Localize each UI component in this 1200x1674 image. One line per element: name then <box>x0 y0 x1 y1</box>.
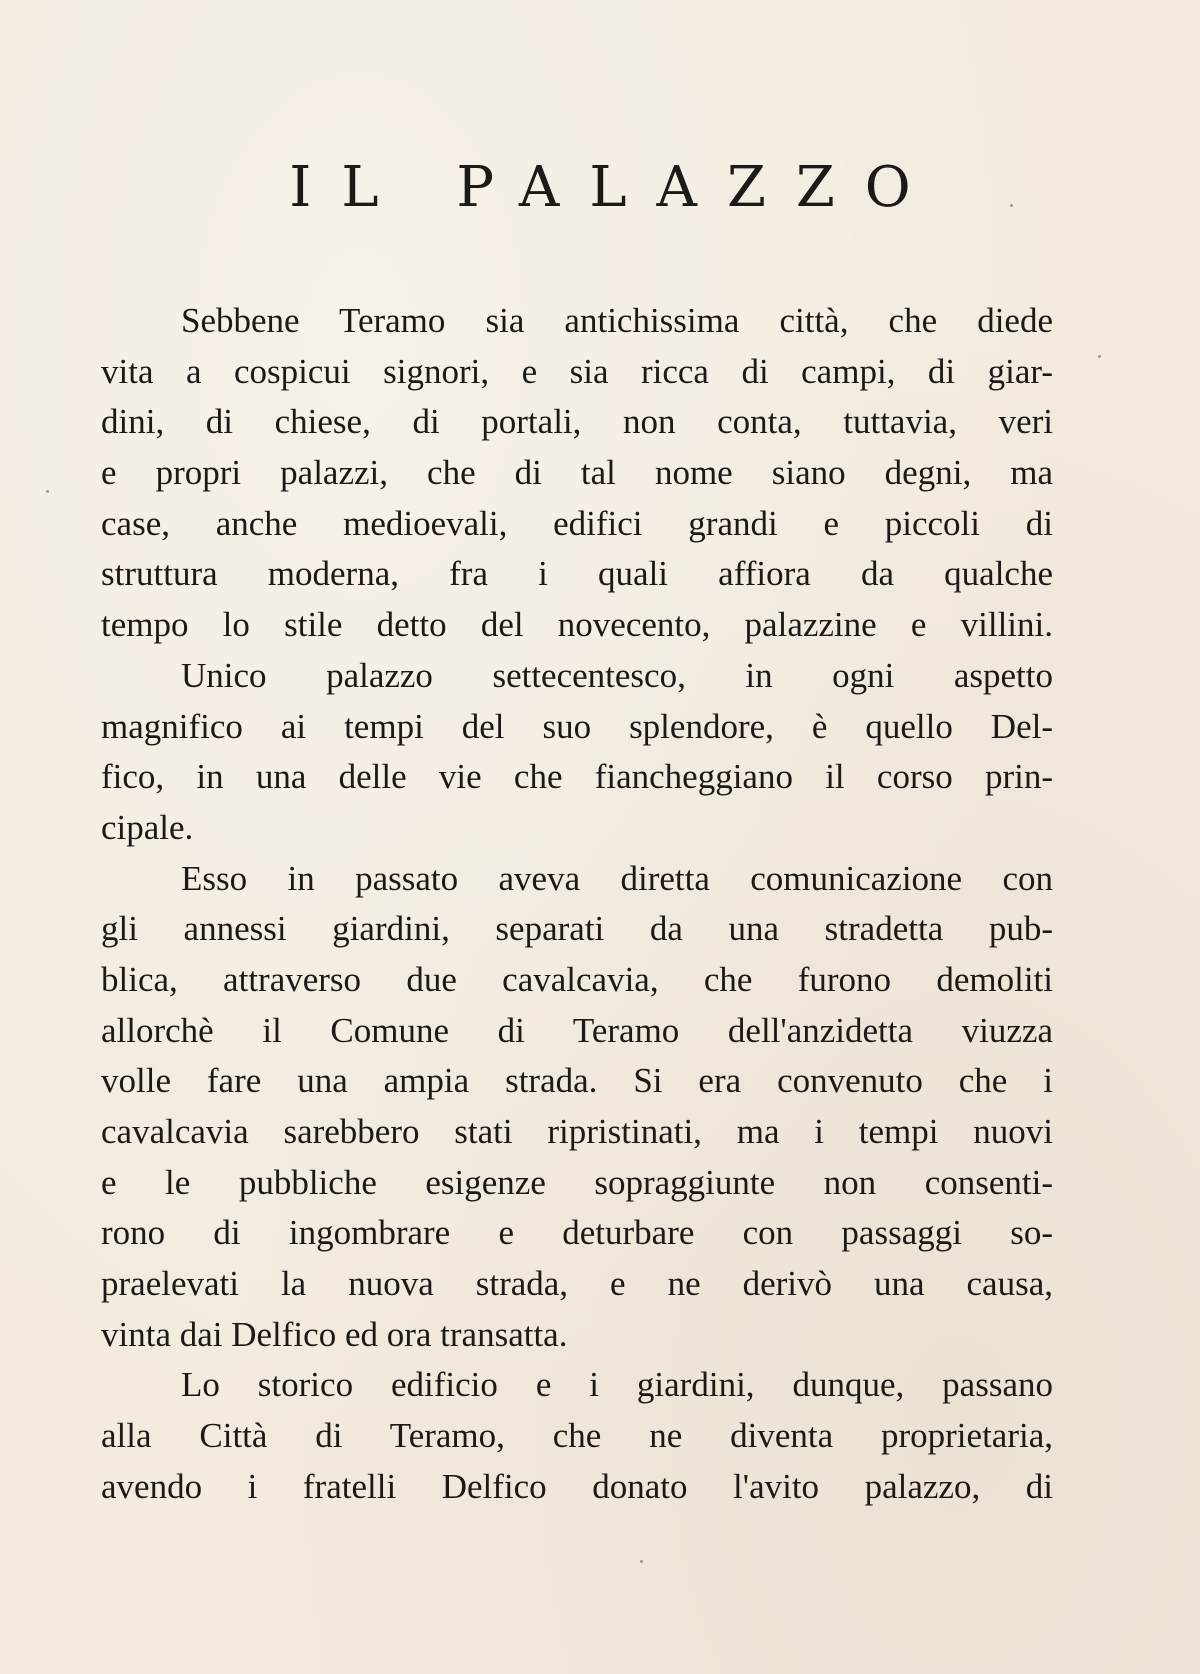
text-line: magnifico ai tempi del suo splendore, è quello Del- <box>101 706 1053 746</box>
text-line: vinta dai Delfico ed ora transatta. <box>101 1314 568 1354</box>
paper-speck <box>640 1560 643 1563</box>
text-line: avendo i fratelli Delfico donato l'avito palazzo, di <box>101 1466 1053 1506</box>
text-line: vita a cospicui signori, e sia ricca di campi, di giar- <box>101 351 1053 391</box>
text-line: rono di ingombrare e deturbare con passaggi so- <box>101 1213 1053 1253</box>
text-line: tempo lo stile detto del novecento, palazzine e villini. <box>101 605 1053 645</box>
text-line: case, anche medioevali, edifici grandi e piccoli di <box>101 503 1053 543</box>
text-line: blica, attraverso due cavalcavia, che furono demoliti <box>101 959 1053 999</box>
text-line: Lo storico edificio e i giardini, dunque, passano <box>181 1365 1053 1405</box>
text-line: volle fare una ampia strada. Si era convenuto che i <box>101 1061 1053 1101</box>
text-line: praelevati la nuova strada, e ne derivò una causa, <box>101 1264 1053 1304</box>
text-line: cipale. <box>101 807 194 847</box>
text-line: cavalcavia sarebbero stati ripristinati, ma i tempi nuovi <box>101 1112 1053 1151</box>
text-line: alla Città di Teramo, che ne diventa proprietaria, <box>101 1416 1053 1456</box>
text-line: Esso in passato aveva diretta comunicazione con <box>181 858 1053 898</box>
page-title: IL PALAZZO <box>289 155 941 220</box>
paper-speck <box>46 490 49 493</box>
text-line: dini, di chiese, di portali, non conta, tuttavia, veri <box>101 402 1053 442</box>
text-line: fico, in una delle vie che fiancheggiano il corso prin- <box>101 757 1053 797</box>
text-line: e propri palazzi, che di tal nome siano degni, ma <box>101 453 1053 493</box>
text-line: Sebbene Teramo sia antichissima città, che diede <box>181 301 1053 340</box>
text-line: gli annessi giardini, separati da una stradetta pub- <box>101 909 1053 949</box>
body-text <box>101 296 1053 1513</box>
text-line: e le pubbliche esigenze sopraggiunte non consenti- <box>101 1162 1053 1202</box>
text-line: allorchè il Comune di Teramo dell'anzidetta viuzza <box>101 1010 1053 1050</box>
paper-speck <box>1010 204 1013 207</box>
paper-speck <box>1098 355 1101 358</box>
text-line: struttura moderna, fra i quali affiora da qualche <box>101 554 1053 594</box>
text-line: Unico palazzo settecentesco, in ogni aspetto <box>181 655 1053 695</box>
